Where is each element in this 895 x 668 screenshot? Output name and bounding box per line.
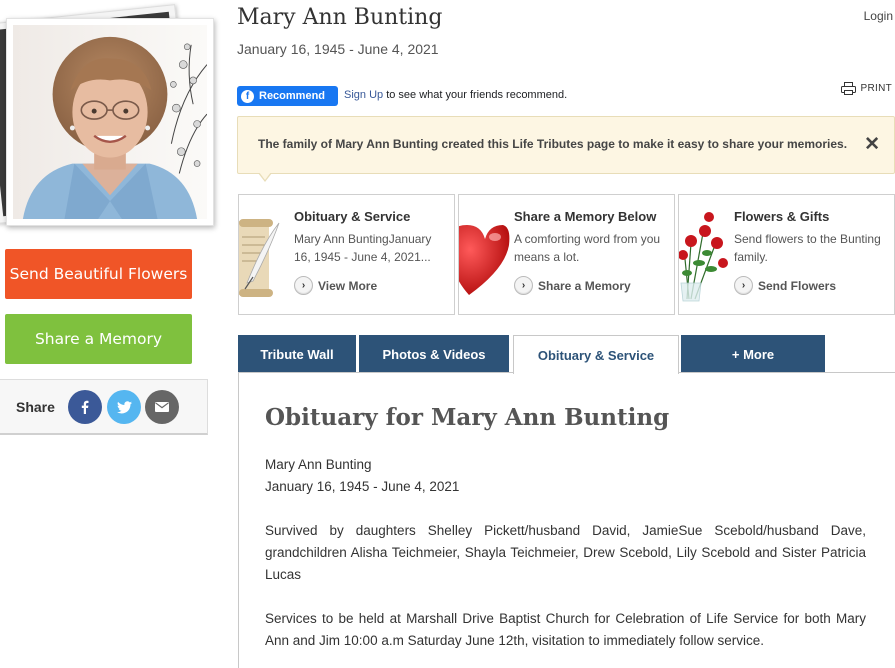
portrait-image (13, 25, 207, 219)
tab-tribute-wall[interactable]: Tribute Wall (238, 335, 356, 373)
card-title: Obituary & Service (294, 209, 411, 224)
send-flowers-button[interactable]: Send Beautiful Flowers (5, 249, 192, 299)
chevron-right-icon: › (514, 276, 533, 295)
obituary-title: Obituary for Mary Ann Bunting (265, 404, 670, 431)
send-flowers-label: Send Flowers (758, 278, 837, 293)
recommend-label: Recommend (259, 90, 326, 102)
card-flowers-gifts[interactable] (678, 194, 895, 315)
chevron-right-icon: › (734, 276, 753, 295)
facebook-signup-link[interactable]: Sign Up (344, 89, 384, 101)
obituary-dates-line: January 16, 1945 - June 4, 2021 (265, 479, 460, 494)
card-title: Share a Memory Below (514, 209, 657, 224)
roses-icon (679, 203, 731, 305)
email-share-icon[interactable] (145, 390, 179, 424)
portrait-photo-stack (0, 10, 216, 226)
portrait-photo[interactable] (6, 18, 214, 226)
facebook-recommend-button[interactable] (237, 86, 338, 106)
print-button[interactable] (841, 82, 893, 95)
deceased-name: Mary Ann Bunting (237, 5, 443, 30)
obituary-content (238, 372, 895, 668)
card-description: A comforting word from you means a lot. (514, 232, 661, 264)
facebook-signup-text: to see what your friends recommend. (383, 89, 568, 101)
view-more-label: View More (318, 278, 378, 293)
share-memory-button[interactable]: Share a Memory (5, 314, 192, 364)
close-icon[interactable]: ✕ (864, 134, 880, 155)
obituary-text (265, 454, 866, 668)
tab-photos-videos[interactable]: Photos & Videos (359, 335, 509, 373)
obituary-services: Services to be held at Marshall Drive Baptist Church for Celebration of Life Service for both Mary Ann and Jim 10:00 a.m Saturday June 12th, visitation to immediately follow service. (265, 611, 866, 648)
card-description: Mary Ann BuntingJanuary 16, 1945 - June 4, 2021... (294, 232, 432, 264)
tab-obituary-service[interactable]: Obituary & Service (513, 335, 679, 374)
obituary-survived: Survived by daughters Shelley Pickett/husband David, JamieSue Scebold/husband Dave, grandchildren Alisha Teichmeier, Shayla Teichmeier, Drew Scebold, Lily Scebold and Sister Patricia Lucas (265, 523, 866, 582)
card-description: Send flowers to the Bunting family. (734, 232, 881, 264)
heart-icon (459, 203, 511, 305)
print-label: PRINT (860, 83, 892, 94)
facebook-logo-icon: f (241, 90, 254, 103)
share-memory-label: Share a Memory (538, 278, 631, 293)
printer-icon (841, 82, 856, 95)
chevron-right-icon: › (294, 276, 313, 295)
facebook-share-icon[interactable] (68, 390, 102, 424)
card-obituary-service[interactable] (238, 194, 455, 315)
family-notice (237, 116, 895, 174)
facebook-recommend-text (344, 89, 567, 101)
twitter-share-icon[interactable] (107, 390, 141, 424)
view-more-link[interactable] (294, 276, 377, 295)
share-label: Share (16, 399, 55, 415)
login-link[interactable]: Login (863, 9, 893, 23)
share-panel (0, 379, 208, 435)
send-flowers-link[interactable] (734, 276, 836, 295)
obituary-name-line: Mary Ann Bunting (265, 457, 372, 472)
card-title: Flowers & Gifts (734, 209, 830, 224)
scroll-quill-icon (239, 203, 291, 305)
life-dates: January 16, 1945 - June 4, 2021 (237, 41, 439, 57)
notice-tail (258, 173, 272, 182)
tab-more[interactable]: + More (681, 335, 825, 373)
share-memory-link[interactable] (514, 276, 631, 295)
notice-text: The family of Mary Ann Bunting created this Life Tributes page to make it easy to share your memories. (258, 137, 848, 151)
card-share-memory[interactable] (458, 194, 675, 315)
